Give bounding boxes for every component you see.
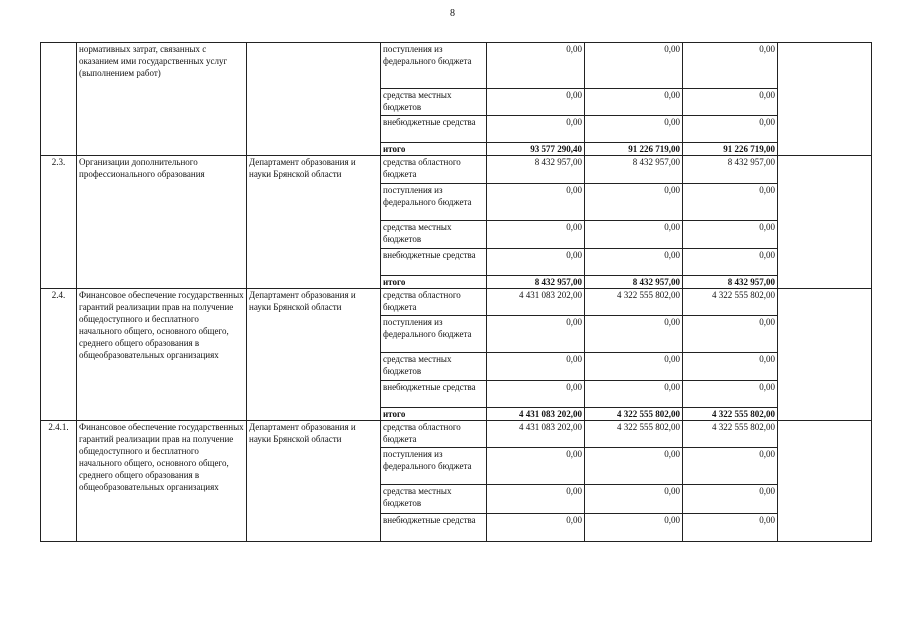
funding-source-cell: поступления из федерального бюджета <box>381 43 487 89</box>
amount-cell: 91 226 719,00 <box>585 143 683 156</box>
amount-cell: 0,00 <box>487 116 585 143</box>
notes-cell <box>778 421 872 542</box>
executor-cell: Департамент образования и науки Брянской области <box>247 289 381 421</box>
amount-cell: 0,00 <box>585 381 683 408</box>
amount-cell: 0,00 <box>585 89 683 116</box>
amount-cell: 0,00 <box>683 381 778 408</box>
amount-cell: 0,00 <box>683 249 778 276</box>
amount-cell: 4 431 083 202,00 <box>487 421 585 448</box>
amount-cell: 0,00 <box>585 221 683 249</box>
amount-cell: 4 322 555 802,00 <box>585 408 683 421</box>
item-code-cell: 2.3. <box>41 156 77 289</box>
funding-source-cell: средства местных бюджетов <box>381 89 487 116</box>
amount-cell: 0,00 <box>487 43 585 89</box>
funding-source-cell: поступления из федерального бюджета <box>381 448 487 485</box>
amount-cell: 0,00 <box>487 514 585 542</box>
amount-cell: 0,00 <box>585 353 683 381</box>
item-name-cell: Финансовое обеспечение государственных гарантий реализации прав на получение общедоступного и бесплатного начального общего, основного общего, среднего общего образования в общеобразовательных организациях <box>77 421 247 542</box>
table-row <box>41 156 872 184</box>
amount-cell: 0,00 <box>683 89 778 116</box>
item-code-cell <box>41 43 77 156</box>
amount-cell: 0,00 <box>683 448 778 485</box>
budget-table <box>40 42 872 542</box>
amount-cell: 0,00 <box>487 221 585 249</box>
amount-cell: 0,00 <box>683 43 778 89</box>
amount-cell: 0,00 <box>683 116 778 143</box>
funding-source-cell: внебюджетные средства <box>381 116 487 143</box>
amount-cell: 0,00 <box>487 485 585 514</box>
funding-source-cell: поступления из федерального бюджета <box>381 184 487 221</box>
amount-cell: 4 322 555 802,00 <box>585 289 683 316</box>
executor-cell <box>247 43 381 156</box>
amount-cell: 0,00 <box>585 43 683 89</box>
amount-cell: 0,00 <box>487 89 585 116</box>
amount-cell: 4 322 555 802,00 <box>683 421 778 448</box>
amount-cell: 0,00 <box>585 448 683 485</box>
table-row <box>41 421 872 448</box>
amount-cell: 0,00 <box>585 485 683 514</box>
executor-cell: Департамент образования и науки Брянской области <box>247 156 381 289</box>
amount-cell: 4 431 083 202,00 <box>487 408 585 421</box>
funding-source-cell: внебюджетные средства <box>381 381 487 408</box>
table-row <box>41 289 872 316</box>
amount-cell: 0,00 <box>683 485 778 514</box>
amount-cell: 0,00 <box>683 514 778 542</box>
item-name-cell: Организации дополнительного профессионального образования <box>77 156 247 289</box>
amount-cell: 0,00 <box>683 184 778 221</box>
amount-cell: 91 226 719,00 <box>683 143 778 156</box>
amount-cell: 4 431 083 202,00 <box>487 289 585 316</box>
amount-cell: 93 577 290,40 <box>487 143 585 156</box>
amount-cell: 8 432 957,00 <box>487 156 585 184</box>
table-row <box>41 43 872 89</box>
amount-cell: 0,00 <box>487 448 585 485</box>
notes-cell <box>778 289 872 421</box>
funding-source-cell: внебюджетные средства <box>381 514 487 542</box>
amount-cell: 4 322 555 802,00 <box>683 408 778 421</box>
page-number: 8 <box>450 8 455 19</box>
amount-cell: 0,00 <box>487 353 585 381</box>
amount-cell: 0,00 <box>683 353 778 381</box>
notes-cell <box>778 156 872 289</box>
funding-source-cell: средства местных бюджетов <box>381 221 487 249</box>
amount-cell: 0,00 <box>487 381 585 408</box>
funding-source-cell: средства местных бюджетов <box>381 353 487 381</box>
item-code-cell: 2.4. <box>41 289 77 421</box>
funding-source-cell: средства областного бюджета <box>381 156 487 184</box>
funding-source-cell: итого <box>381 143 487 156</box>
amount-cell: 0,00 <box>585 116 683 143</box>
item-name-cell: нормативных затрат, связанных с оказанием ими государственных услуг (выполнением работ) <box>77 43 247 156</box>
funding-source-cell: внебюджетные средства <box>381 249 487 276</box>
amount-cell: 8 432 957,00 <box>487 276 585 289</box>
funding-source-cell: средства местных бюджетов <box>381 485 487 514</box>
item-name-cell: Финансовое обеспечение государственных гарантий реализации прав на получение общедоступного и бесплатного начального общего, основного общего, среднего общего образования в общеобразовательных организациях <box>77 289 247 421</box>
amount-cell: 0,00 <box>683 316 778 353</box>
amount-cell: 4 322 555 802,00 <box>585 421 683 448</box>
amount-cell: 0,00 <box>585 514 683 542</box>
amount-cell: 8 432 957,00 <box>585 156 683 184</box>
funding-source-cell: средства областного бюджета <box>381 289 487 316</box>
item-code-cell: 2.4.1. <box>41 421 77 542</box>
amount-cell: 8 432 957,00 <box>683 276 778 289</box>
notes-cell <box>778 43 872 156</box>
funding-source-cell: поступления из федерального бюджета <box>381 316 487 353</box>
amount-cell: 8 432 957,00 <box>585 276 683 289</box>
funding-source-cell: итого <box>381 276 487 289</box>
executor-cell: Департамент образования и науки Брянской области <box>247 421 381 542</box>
amount-cell: 0,00 <box>585 184 683 221</box>
amount-cell: 0,00 <box>487 249 585 276</box>
amount-cell: 0,00 <box>585 316 683 353</box>
amount-cell: 8 432 957,00 <box>683 156 778 184</box>
funding-source-cell: итого <box>381 408 487 421</box>
amount-cell: 0,00 <box>487 316 585 353</box>
amount-cell: 0,00 <box>585 249 683 276</box>
amount-cell: 0,00 <box>487 184 585 221</box>
funding-source-cell: средства областного бюджета <box>381 421 487 448</box>
amount-cell: 4 322 555 802,00 <box>683 289 778 316</box>
amount-cell: 0,00 <box>683 221 778 249</box>
